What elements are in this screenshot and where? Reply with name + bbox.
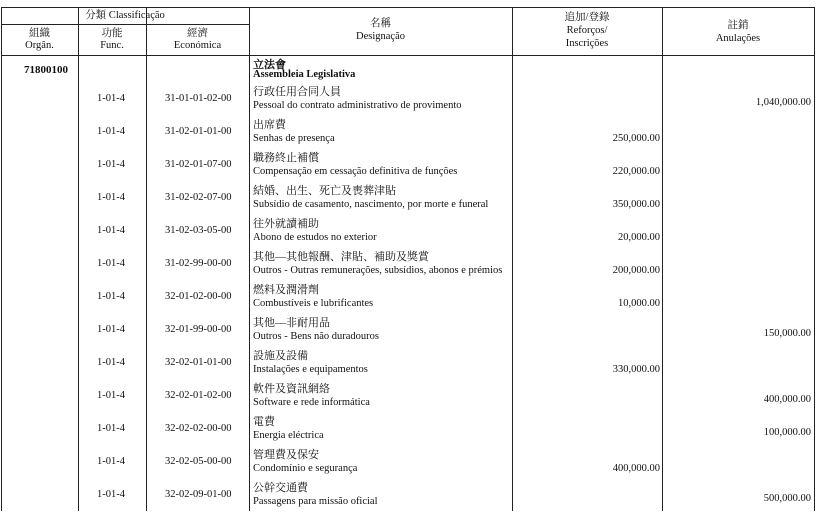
reinforcement-amount: 220,000.00 xyxy=(612,166,660,177)
reinforcement-amount: 400,000.00 xyxy=(612,463,660,474)
designation-pt: Subsídio de casamento, nascimento, por morte e funeral xyxy=(253,199,489,210)
table-row xyxy=(0,116,819,149)
econ-header-pt: Económica xyxy=(173,40,222,51)
table-row xyxy=(0,347,819,380)
annulment-amount: 1,040,000.00 xyxy=(755,97,811,108)
organ-header-pt: Orgân. xyxy=(25,40,54,51)
organ-header-zh: 組織 xyxy=(29,28,50,39)
reinforcement-amount: 200,000.00 xyxy=(612,265,660,276)
func-code: 1-01-4 xyxy=(97,126,125,137)
designation-zh: 職務終止補償 xyxy=(253,152,319,164)
econ-code: 32-02-09-01-00 xyxy=(165,489,232,500)
table-row xyxy=(0,314,819,347)
func-code: 1-01-4 xyxy=(97,225,125,236)
econ-code: 31-01-01-02-00 xyxy=(165,93,232,104)
designation-zh: 公幹交通費 xyxy=(253,482,308,494)
table-row xyxy=(0,215,819,248)
designation-pt: Condomínio e segurança xyxy=(253,463,358,474)
organ-code: 71800100 xyxy=(24,64,68,76)
designation-zh: 電費 xyxy=(253,416,275,428)
func-code: 1-01-4 xyxy=(97,324,125,335)
table-row xyxy=(0,83,819,116)
reinforce-header-pt2: Inscrições xyxy=(565,38,609,49)
designation-pt: Outros - Outras remunerações, subsídios, abonos e prémios xyxy=(253,265,503,276)
econ-code: 31-02-02-07-00 xyxy=(165,192,232,203)
table-row xyxy=(0,479,819,512)
designation-zh: 往外就讀補助 xyxy=(253,218,319,230)
reinforcement-amount: 250,000.00 xyxy=(612,133,660,144)
func-code: 1-01-4 xyxy=(97,423,125,434)
econ-code: 32-02-01-02-00 xyxy=(165,390,232,401)
table-row xyxy=(0,413,819,446)
func-header-pt: Func. xyxy=(100,40,124,51)
reinforcement-amount: 10,000.00 xyxy=(618,298,660,309)
classification-header: 分類 Classificação xyxy=(85,10,165,21)
designation-pt: Compensação em cessação definitiva de funções xyxy=(253,166,458,177)
designation-pt: Software e rede informática xyxy=(253,397,370,408)
econ-header-zh: 經濟 xyxy=(187,28,208,39)
func-code: 1-01-4 xyxy=(97,489,125,500)
annulment-amount: 150,000.00 xyxy=(763,328,811,339)
econ-code: 32-01-99-00-00 xyxy=(165,324,232,335)
func-header-zh: 功能 xyxy=(101,28,123,39)
func-code: 1-01-4 xyxy=(97,159,125,170)
classification-divider xyxy=(1,24,249,25)
econ-code: 32-02-05-00-00 xyxy=(165,456,232,467)
designation-zh: 軟件及資訊網絡 xyxy=(253,383,330,395)
table-row xyxy=(0,380,819,413)
reinforcement-amount: 330,000.00 xyxy=(612,364,660,375)
designation-zh: 設施及設備 xyxy=(253,350,308,362)
header-bottom-rule xyxy=(1,55,814,56)
econ-code: 31-02-03-05-00 xyxy=(165,225,232,236)
designation-pt: Combustíveis e lubrificantes xyxy=(253,298,374,309)
organ-name-pt: Assembleia Legislativa xyxy=(253,69,356,80)
econ-code: 31-02-01-01-00 xyxy=(165,126,232,137)
designation-pt: Outros - Bens não duradouros xyxy=(253,331,379,342)
table-row xyxy=(0,281,819,314)
designation-zh: 管理費及保安 xyxy=(253,449,319,461)
designation-zh: 出席費 xyxy=(253,119,286,131)
econ-code: 32-02-01-01-00 xyxy=(165,357,232,368)
func-code: 1-01-4 xyxy=(97,291,125,302)
designation-zh: 其他—其他報酬、津貼、補助及獎賞 xyxy=(253,251,429,263)
func-code: 1-01-4 xyxy=(97,93,125,104)
designation-pt: Senhas de presença xyxy=(253,133,335,144)
table-row xyxy=(0,248,819,281)
annulment-amount: 500,000.00 xyxy=(763,493,811,504)
reinforcement-amount: 350,000.00 xyxy=(612,199,660,210)
table-border-top xyxy=(1,7,814,8)
func-code: 1-01-4 xyxy=(97,357,125,368)
designation-pt: Pessoal do contrato administrativo de provimento xyxy=(253,100,462,111)
annulment-amount: 400,000.00 xyxy=(763,394,811,405)
table-row xyxy=(0,149,819,182)
designation-zh: 其他—非耐用品 xyxy=(253,317,330,329)
annul-header-zh: 註銷 xyxy=(727,20,749,31)
designation-pt: Abono de estudos no exterior xyxy=(253,232,377,243)
reinforcement-amount: 20,000.00 xyxy=(618,232,660,243)
econ-code: 32-01-02-00-00 xyxy=(165,291,232,302)
annul-header-pt: Anulações xyxy=(715,33,761,44)
organ-name-zh: 立法會 xyxy=(253,59,286,71)
reinforce-header-pt1: Reforços/ xyxy=(566,25,608,36)
func-code: 1-01-4 xyxy=(97,390,125,401)
designation-zh: 結婚、出生、死亡及喪葬津貼 xyxy=(253,185,396,197)
func-code: 1-01-4 xyxy=(97,456,125,467)
reinforce-header-zh: 追加/登錄 xyxy=(564,12,610,23)
annulment-amount: 100,000.00 xyxy=(763,427,811,438)
econ-code: 31-02-99-00-00 xyxy=(165,258,232,269)
econ-code: 31-02-01-07-00 xyxy=(165,159,232,170)
econ-code: 32-02-02-00-00 xyxy=(165,423,232,434)
func-code: 1-01-4 xyxy=(97,192,125,203)
func-code: 1-01-4 xyxy=(97,258,125,269)
designation-pt: Instalações e equipamentos xyxy=(253,364,368,375)
table-row xyxy=(0,182,819,215)
designation-header-pt: Designação xyxy=(356,31,405,42)
designation-zh: 燃料及潤滑劑 xyxy=(253,284,319,296)
table-row xyxy=(0,446,819,479)
designation-header-zh: 名稱 xyxy=(370,18,391,29)
designation-zh: 行政任用合同人員 xyxy=(253,86,341,98)
designation-pt: Passagens para missão oficial xyxy=(253,496,378,507)
designation-pt: Energia eléctrica xyxy=(253,430,324,441)
